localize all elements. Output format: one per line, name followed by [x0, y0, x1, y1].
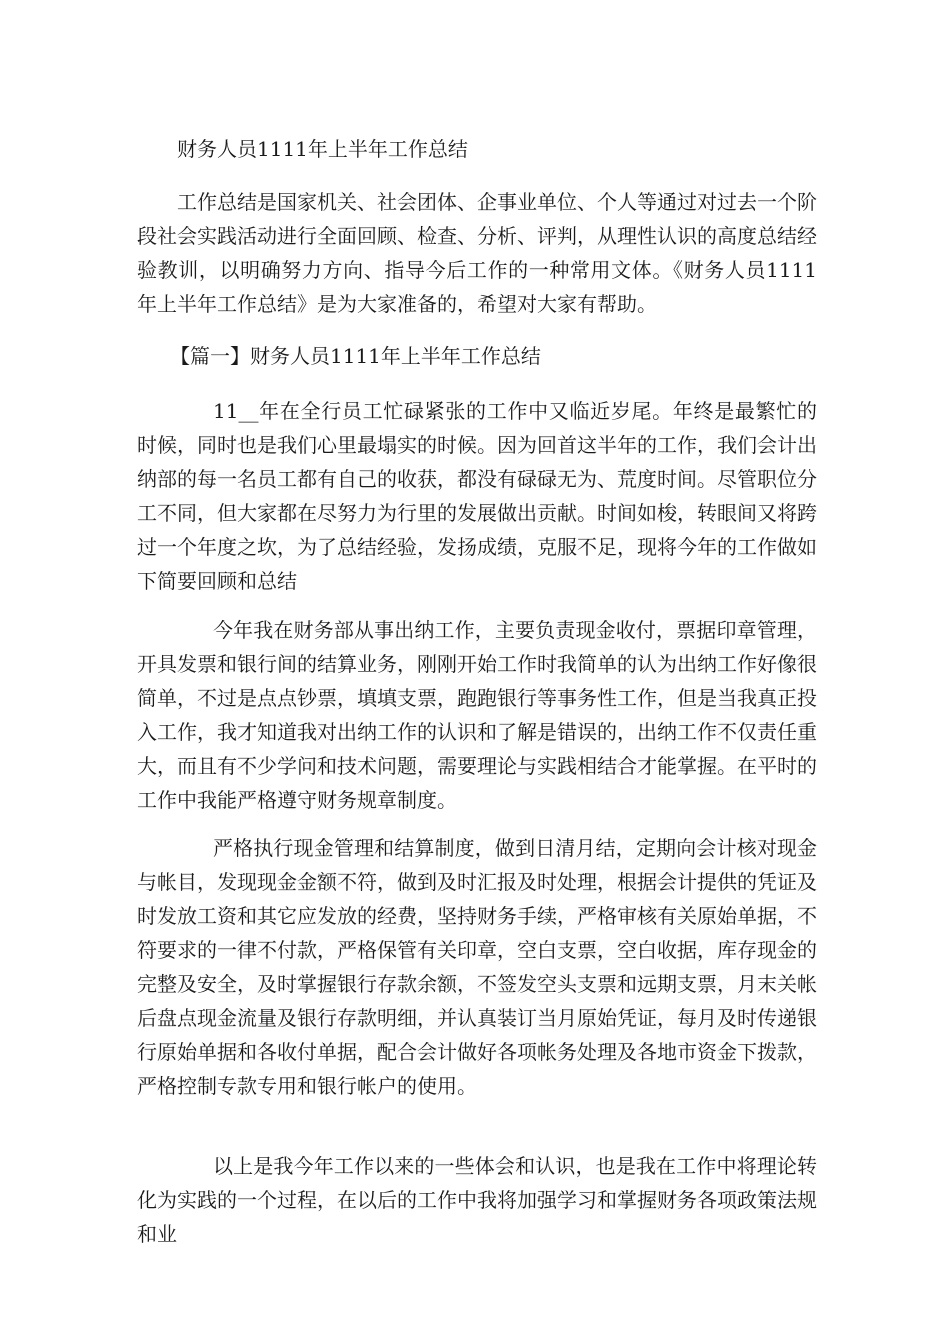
- section-title: 【篇一】财务人员1111年上半年工作总结: [170, 344, 541, 368]
- body-paragraph-2: 今年我在财务部从事出纳工作，主要负责现金收付，票据印章管理，开具发票和银行间的结算业务，刚刚开始工作时我简单的认为出纳工作好像很简单，不过是点点钞票，填填支票，跑跑银行等事务性工作，但是当我真正投入工作，我才知道我对出纳工作的认识和了解是错误的，出纳工作不仅责任重大，而且有不少学问和技术问题，需要理论与实践相结合才能掌握。在平时的工作中我能严格遵守财务规章制度。: [137, 618, 817, 812]
- intro-paragraph: 工作总结是国家机关、社会团体、企事业单位、个人等通过对过去一个阶段社会实践活动进行全面回顾、检查、分析、评判，从理性认识的高度总结经验教训，以明确努力方向、指导今后工作的一种常用文体。《财务人员1111年上半年工作总结》是为大家准备的，希望对大家有帮助。: [137, 190, 817, 316]
- body-paragraph-4: 以上是我今年工作以来的一些体会和认识，也是我在工作中将理论转化为实践的一个过程，在以后的工作中我将加强学习和掌握财务各项政策法规和业: [137, 1154, 817, 1246]
- body-paragraph-1: 11__年在全行员工忙碌紧张的工作中又临近岁尾。年终是最繁忙的时候，同时也是我们心里最塌实的时候。因为回首这半年的工作，我们会计出纳部的每一名员工都有自己的收获，都没有碌碌无为、荒度时间。尽管职位分工不同，但大家都在尽努力为行里的发展做出贡献。时间如梭，转眼间又将跨过一个年度之坎，为了总结经验，发扬成绩，克服不足，现将今年的工作做如下简要回顾和总结: [137, 399, 817, 593]
- document-title: 财务人员1111年上半年工作总结: [177, 137, 468, 161]
- body-paragraph-3: 严格执行现金管理和结算制度，做到日清月结，定期向会计核对现金与帐目，发现现金金额不符，做到及时汇报及时处理，根据会计提供的凭证及时发放工资和其它应发放的经费，坚持财务手续，严格审核有关原始单据，不符要求的一律不付款，严格保管有关印章，空白支票，空白收据，库存现金的完整及安全，及时掌握银行存款余额，不签发空头支票和远期支票，月末关帐后盘点现金流量及银行存款明细，并认真装订当月原始凭证，每月及时传递银行原始单据和各收付单据，配合会计做好各项帐务处理及各地市资金下拨款，严格控制专款专用和银行帐户的使用。: [137, 836, 817, 1098]
